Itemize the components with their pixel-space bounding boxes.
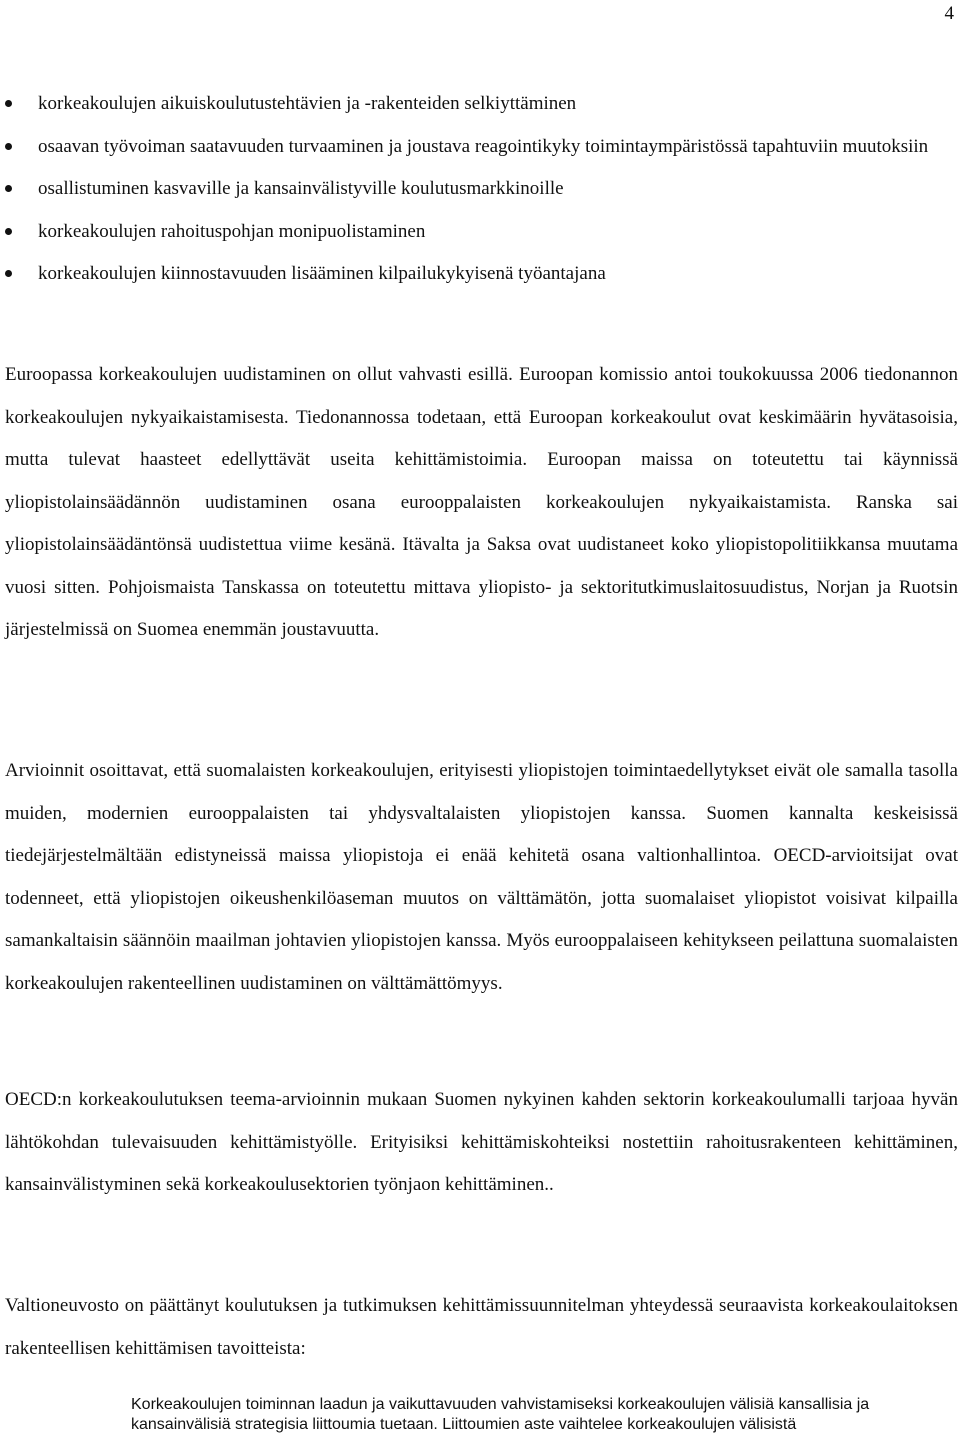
page-number: 4 [944, 3, 954, 24]
bullet-text: korkeakoulujen aikuiskoulutustehtävien ja -rakenteiden selkiyttäminen [38, 93, 577, 114]
bullet-icon [5, 143, 12, 150]
bullet-icon [5, 270, 12, 277]
bullet-icon [5, 185, 12, 192]
bullet-item [0, 211, 960, 254]
paragraph-europe: Euroopassa korkeakoulujen uudistaminen on ollut vahvasti esillä. Euroopan komissio antoi toukokuussa 2006 tiedonannon korkeakoulujen nykyaikaistamisesta. Tiedonannossa todetaan, että Euroopan korkeakoulut ovat keskimäärin hyvätasoisia, mutta tulevat haasteet edellyttävät useita kehittämistoimia. Euroopan maissa on toteutettu tai käynnissä yliopistolainsäädännön uudistaminen osana eurooppalaisten korkeakoulujen nykyaikaistamista. Ranska sai yliopistolainsäädäntönsä uudistettua viime kesänä. Itävalta ja Saksa ovat uudistaneet koko yliopistopolitiikkansa muutama vuosi sitten. Pohjoismaista Tanskassa on toteutettu mittava yliopisto- ja sektoritutkimuslaitosuudistus, Norjan ja Ruotsin järjestelmissä on Suomea enemmän joustavuutta. [5, 364, 958, 640]
bullet-icon [5, 228, 12, 235]
paragraph-evaluations: Arvioinnit osoittavat, että suomalaisten korkeakoulujen, erityisesti yliopistojen toimintaedellytykset eivät ole samalla tasolla muiden, modernien eurooppalaisten tai yhdysvaltalaisten yliopistojen kanssa. Suomen kannalta keskeisissä tiedejärjestelmältään edistyneissä maissa yliopistoja ei enää kehitetä osana valtionhallintoa. OECD-arvioitsijat ovat todenneet, että yliopistojen oikeushenkilöaseman muutos on välttämätön, jotta suomalaiset yliopistot voisivat kilpailla samankaltaisin säännöin maailman johtavien yliopistojen kanssa. Myös eurooppalaiseen kehitykseen peilattuna suomalaisten korkeakoulujen rakenteellinen uudistaminen on välttämättömyys. [5, 760, 958, 994]
bullet-item [0, 126, 960, 169]
bullet-text: osallistuminen kasvaville ja kansainvälistyville koulutusmarkkinoille [38, 178, 564, 199]
paragraph-government: Valtioneuvosto on päättänyt koulutuksen ja tutkimuksen kehittämissuunnitelman yhteydessä seuraavista korkeakoulaitoksen rakenteellisen kehittämisen tavoitteista: [5, 1295, 958, 1359]
paragraph-oecd: OECD:n korkeakoulutuksen teema-arvioinnin mukaan Suomen nykyinen kahden sektorin korkeakoulumalli tarjoaa hyvän lähtökohdan tulevaisuuden kehittämistyölle. Erityisiksi kehittämiskohteiksi nostettiin rahoitusrakenteen kehittäminen, kansainvälistyminen sekä korkeakoulusektorien työnjaon kehittäminen.. [5, 1089, 958, 1195]
bullet-text: korkeakoulujen kiinnostavuuden lisääminen kilpailukykyisenä työantajana [38, 263, 606, 284]
bullet-text: korkeakoulujen rahoituspohjan monipuolistaminen [38, 220, 426, 242]
bullet-item [0, 168, 960, 211]
bullet-list [0, 83, 960, 296]
bullet-icon [5, 100, 12, 107]
bullet-item [0, 253, 960, 296]
footnote: Korkeakoulujen toiminnan laadun ja vaikuttavuuden vahvistamiseksi korkeakoulujen välisiä kansallisia ja kansainvälisiä strategisia liittoumia tuetaan. Liittoumien aste vaihtelee korkeakoulujen välisistä [131, 1396, 870, 1433]
bullet-text: osaavan työvoiman saatavuuden turvaaminen ja joustava reagointikyky toimintaympäristössä tapahtuviin muutoksiin [38, 135, 929, 157]
bullet-item [0, 83, 960, 126]
